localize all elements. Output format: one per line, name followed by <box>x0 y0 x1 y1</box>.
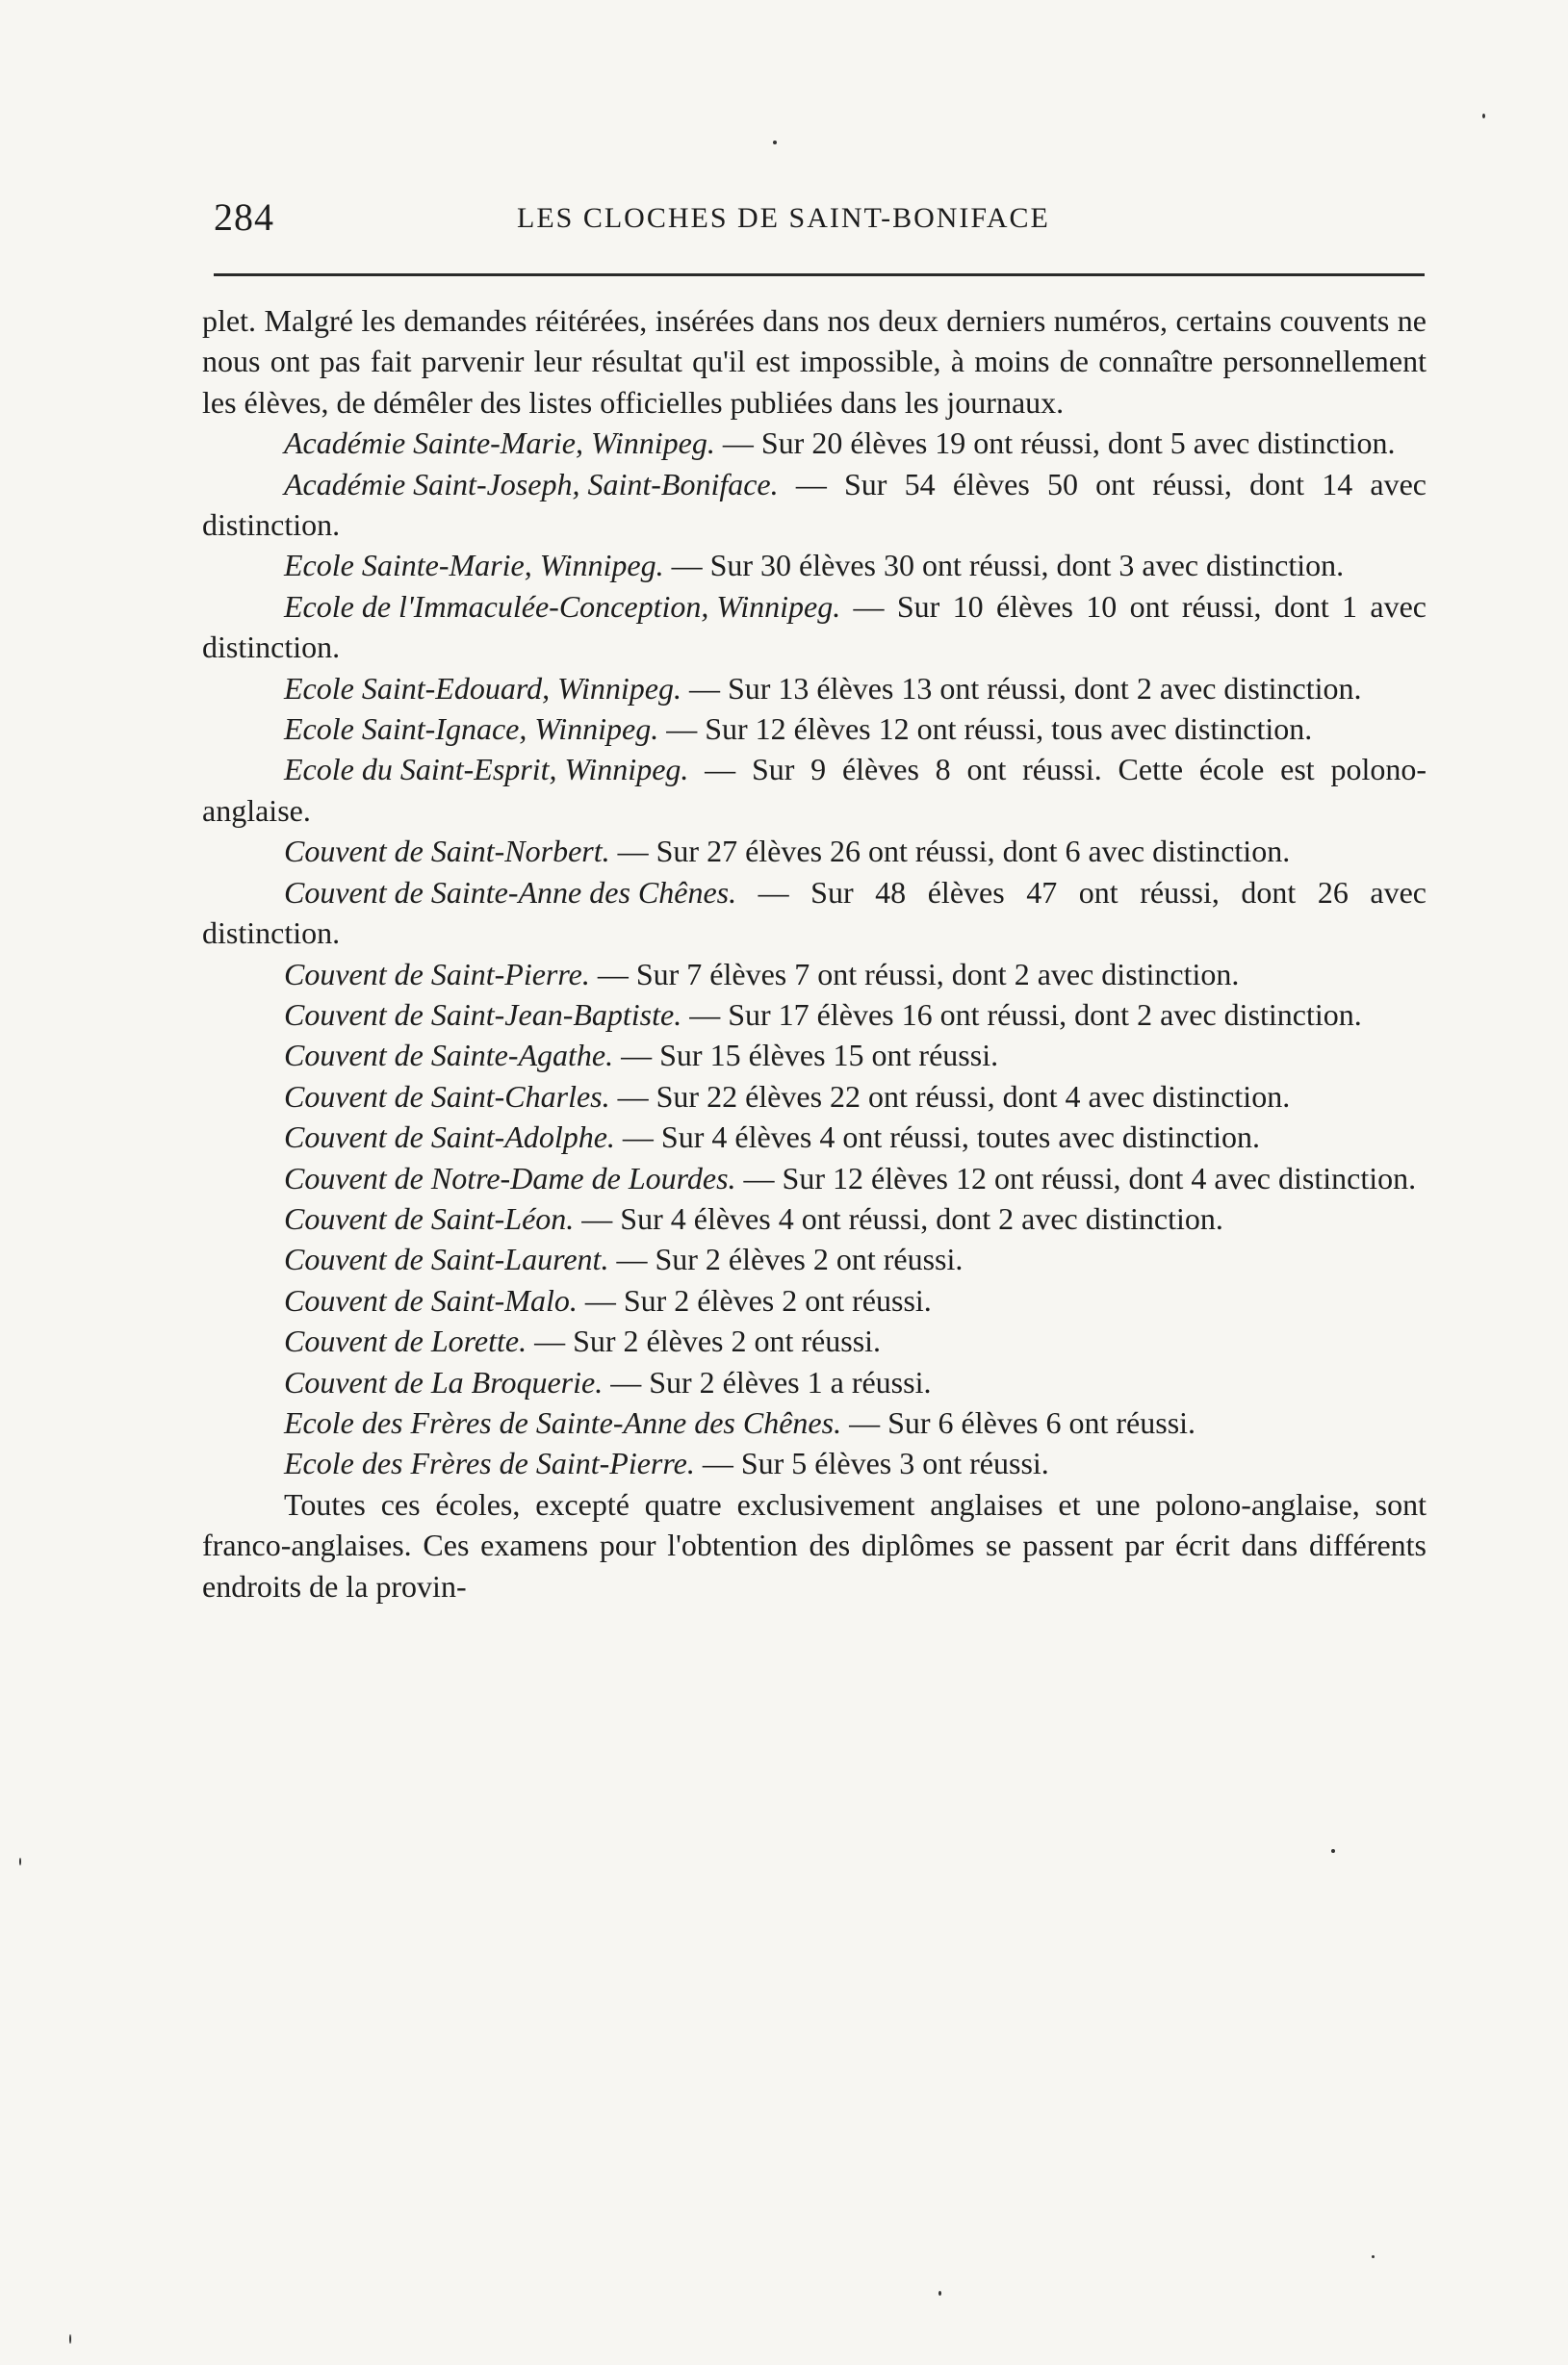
scan-speck <box>773 141 777 144</box>
scan-speck <box>1482 114 1485 118</box>
school-name: Couvent de Saint-Charles. <box>284 1078 610 1114</box>
result-text: — Sur 6 élèves 6 ont réussi. <box>841 1404 1196 1440</box>
result-entry <box>202 1321 1427 1361</box>
school-name: Ecole de l'Immaculée-Conception, Winnipeg. <box>284 588 841 624</box>
result-text: — Sur 12 élèves 12 ont réussi, tous avec distinction. <box>658 711 1313 747</box>
result-entry <box>202 1362 1427 1402</box>
intro-paragraph: plet. Malgré les demandes réitérées, insérées dans nos deux derniers numéros, certains couvents ne nous ont pas fait parvenir leur résultat qu'il est impossible, à moins de connaître personnellement les élèves, de démêler des listes officielles publiées dans les journaux. <box>202 303 1427 420</box>
result-text: — Sur 15 élèves 15 ont réussi. <box>613 1038 999 1073</box>
school-name: Couvent de Saint-Pierre. <box>284 956 590 991</box>
school-name: Couvent de Notre-Dame de Lourdes. <box>284 1160 736 1195</box>
school-name: Couvent de Saint-Malo. <box>284 1282 578 1318</box>
school-name: Couvent de Saint-Léon. <box>284 1200 575 1236</box>
school-name: Couvent de Saint-Norbert. <box>284 834 610 869</box>
result-entry <box>202 1117 1427 1157</box>
running-title: LES CLOCHES DE SAINT-BONIFACE <box>517 202 1050 234</box>
result-entry <box>202 872 1427 954</box>
body-text <box>202 300 1427 1607</box>
result-entry <box>202 831 1427 871</box>
closing-text: Toutes ces écoles, excepté quatre exclusivement anglaises et une polono-anglaise, sont franco-anglaises. Ces examens pour l'obtention des diplômes se passent par écrit dans différents endroits de la provin- <box>202 1486 1427 1604</box>
result-entry <box>202 994 1427 1035</box>
school-name: Ecole des Frères de Sainte-Anne des Chênes. <box>284 1404 842 1440</box>
scan-speck <box>19 1858 21 1865</box>
result-entry <box>202 1158 1427 1198</box>
result-text: — Sur 4 élèves 4 ont réussi, dont 2 avec distinction. <box>574 1200 1223 1236</box>
closing-paragraph <box>202 1484 1427 1607</box>
school-name: Couvent de Lorette. <box>284 1324 527 1359</box>
result-entry <box>202 954 1427 994</box>
result-entry <box>202 1035 1427 1075</box>
result-text: — Sur 17 élèves 16 ont réussi, dont 2 avec distinction. <box>681 996 1362 1032</box>
school-name: Ecole Saint-Edouard, Winnipeg. <box>284 670 681 706</box>
header-rule <box>214 273 1425 276</box>
result-entry <box>202 545 1427 585</box>
result-entry <box>202 668 1427 708</box>
result-text: — Sur 5 élèves 3 ont réussi. <box>694 1446 1049 1481</box>
result-text: — Sur 7 élèves 7 ont réussi, dont 2 avec distinction. <box>589 956 1240 991</box>
scan-speck <box>69 2334 71 2344</box>
school-name: Couvent de Saint-Jean-Baptiste. <box>284 996 682 1032</box>
result-entry <box>202 1280 1427 1321</box>
page-number: 284 <box>214 195 274 239</box>
school-name: Couvent de Sainte-Agathe. <box>284 1038 614 1073</box>
school-name: Ecole Sainte-Marie, Winnipeg. <box>284 548 664 583</box>
result-text: — Sur 2 élèves 2 ont réussi. <box>577 1282 932 1318</box>
result-text: — Sur 4 élèves 4 ont réussi, toutes avec distinction. <box>614 1119 1261 1155</box>
school-name: Ecole des Frères de Saint-Pierre. <box>284 1446 695 1481</box>
result-text: — Sur 12 élèves 12 ont réussi, dont 4 avec distinction. <box>735 1160 1417 1195</box>
scan-speck <box>1372 2255 1375 2258</box>
school-name: Académie Sainte-Marie, Winnipeg. <box>284 425 715 461</box>
result-entry <box>202 708 1427 749</box>
result-entry <box>202 586 1427 668</box>
result-entry <box>202 1076 1427 1117</box>
school-name: Ecole du Saint-Esprit, Winnipeg. <box>284 752 689 787</box>
result-text: — Sur 2 élèves 1 a réussi. <box>603 1364 932 1400</box>
school-name: Ecole Saint-Ignace, Winnipeg. <box>284 711 659 747</box>
result-entry <box>202 464 1427 546</box>
school-name: Couvent de La Broquerie. <box>284 1364 604 1400</box>
result-text: — Sur 20 élèves 19 ont réussi, dont 5 avec distinction. <box>714 425 1396 461</box>
school-name: Couvent de Saint-Adolphe. <box>284 1119 615 1155</box>
result-text: — Sur 30 élèves 30 ont réussi, dont 3 avec distinction. <box>663 548 1345 583</box>
result-text: — Sur 48 élèves 47 ont réussi, dont 26 avec distinction. <box>202 874 1427 951</box>
school-name: Couvent de Saint-Laurent. <box>284 1242 609 1277</box>
result-entry <box>202 749 1427 831</box>
result-text: — Sur 2 élèves 2 ont réussi. <box>527 1324 882 1359</box>
result-text: — Sur 27 élèves 26 ont réussi, dont 6 avec distinction. <box>609 834 1291 869</box>
scan-speck <box>1331 1849 1335 1853</box>
result-entry <box>202 1239 1427 1279</box>
result-text: — Sur 9 élèves 8 ont réussi. Cette école est polono-anglaise. <box>202 752 1427 828</box>
result-entry <box>202 1443 1427 1483</box>
result-text: — Sur 54 élèves 50 ont réussi, dont 14 avec distinction. <box>202 466 1427 543</box>
school-name: Académie Saint-Joseph, Saint-Boniface. <box>284 466 779 501</box>
result-text: — Sur 13 élèves 13 ont réussi, dont 2 avec distinction. <box>681 670 1362 706</box>
result-text: — Sur 2 élèves 2 ont réussi. <box>608 1242 964 1277</box>
page-header <box>214 194 1425 252</box>
result-entry <box>202 423 1427 463</box>
scan-speck <box>938 2291 941 2296</box>
school-name: Couvent de Sainte-Anne des Chênes. <box>284 874 737 910</box>
result-text: — Sur 22 élèves 22 ont réussi, dont 4 avec distinction. <box>609 1078 1291 1114</box>
result-entry <box>202 1198 1427 1239</box>
result-entry <box>202 1402 1427 1443</box>
result-text: — Sur 10 élèves 10 ont réussi, dont 1 avec distinction. <box>202 588 1427 665</box>
